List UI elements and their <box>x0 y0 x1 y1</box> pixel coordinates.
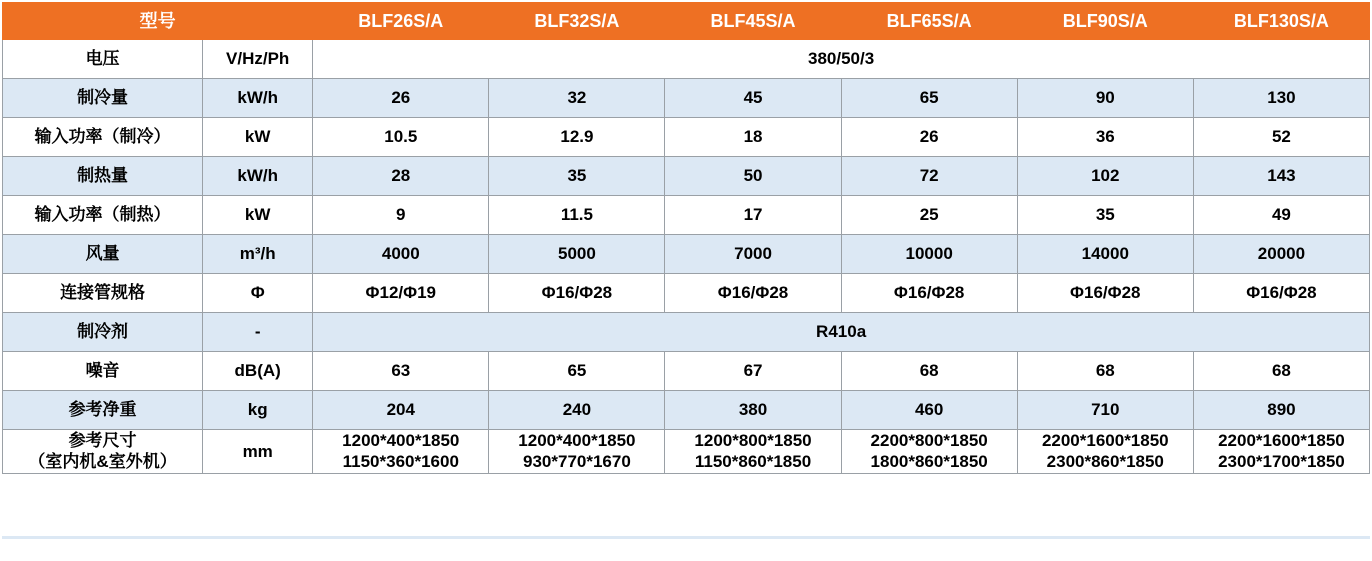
cell: 67 <box>665 352 841 391</box>
cell: 63 <box>313 352 489 391</box>
cell: Φ16/Φ28 <box>1017 274 1193 313</box>
dims-outdoor: 2300*1700*1850 <box>1218 452 1345 472</box>
cell: 10.5 <box>313 118 489 157</box>
cell: Φ12/Φ19 <box>313 274 489 313</box>
cell <box>1193 430 1369 474</box>
bottom-divider <box>2 536 1370 539</box>
cell: 460 <box>841 391 1017 430</box>
cell: 7000 <box>665 235 841 274</box>
row-label-voltage: 电压 <box>3 40 203 79</box>
header-model-4: BLF65S/A <box>841 3 1017 40</box>
row-value-voltage: 380/50/3 <box>313 40 1370 79</box>
table-row-air-volume <box>3 235 1370 274</box>
dims-indoor: 2200*1600*1850 <box>1218 431 1345 450</box>
header-model-3: BLF45S/A <box>665 3 841 40</box>
dims-outdoor: 1800*860*1850 <box>870 452 988 472</box>
cell: 14000 <box>1017 235 1193 274</box>
cell <box>313 430 489 474</box>
row-value-refrigerant: R410a <box>313 313 1370 352</box>
row-label-noise: 噪音 <box>3 352 203 391</box>
row-unit-heating-capacity: kW/h <box>203 157 313 196</box>
row-label-air-volume: 风量 <box>3 235 203 274</box>
cell: 18 <box>665 118 841 157</box>
cell: 65 <box>841 79 1017 118</box>
row-unit-noise: dB(A) <box>203 352 313 391</box>
cell: 50 <box>665 157 841 196</box>
table-row-noise <box>3 352 1370 391</box>
cell: 68 <box>1017 352 1193 391</box>
row-label-cooling-capacity: 制冷量 <box>3 79 203 118</box>
row-label-net-weight: 参考净重 <box>3 391 203 430</box>
table-row-cooling-capacity <box>3 79 1370 118</box>
row-label-heating-input-power: 输入功率（制热） <box>3 196 203 235</box>
cell: 204 <box>313 391 489 430</box>
cell: 68 <box>1193 352 1369 391</box>
dims-outdoor: 930*770*1670 <box>523 452 631 472</box>
cell: 130 <box>1193 79 1369 118</box>
row-unit-cooling-capacity: kW/h <box>203 79 313 118</box>
cell: 890 <box>1193 391 1369 430</box>
table-row-refrigerant <box>3 313 1370 352</box>
cell: 143 <box>1193 157 1369 196</box>
cell: Φ16/Φ28 <box>1193 274 1369 313</box>
cell: 72 <box>841 157 1017 196</box>
cell: 11.5 <box>489 196 665 235</box>
row-unit-dimensions: mm <box>203 430 313 474</box>
cell: 45 <box>665 79 841 118</box>
cell: 12.9 <box>489 118 665 157</box>
row-label-dimensions <box>3 430 203 474</box>
header-model-6: BLF130S/A <box>1193 3 1369 40</box>
dims-indoor: 1200*400*1850 <box>518 431 636 450</box>
cell: 10000 <box>841 235 1017 274</box>
cell: 4000 <box>313 235 489 274</box>
cell: 35 <box>489 157 665 196</box>
cell: Φ16/Φ28 <box>665 274 841 313</box>
cell: 49 <box>1193 196 1369 235</box>
header-model-1: BLF26S/A <box>313 3 489 40</box>
cell: 240 <box>489 391 665 430</box>
cell: 28 <box>313 157 489 196</box>
cell: 65 <box>489 352 665 391</box>
specification-table <box>2 2 1370 474</box>
row-label-dimensions-line1: 参考尺寸 <box>68 431 137 450</box>
table-row-heating-input-power <box>3 196 1370 235</box>
table-row-dimensions <box>3 430 1370 474</box>
row-unit-pipe-spec: Φ <box>203 274 313 313</box>
cell: 26 <box>841 118 1017 157</box>
row-unit-refrigerant: - <box>203 313 313 352</box>
cell: 52 <box>1193 118 1369 157</box>
table-row-pipe-spec <box>3 274 1370 313</box>
cell: 380 <box>665 391 841 430</box>
table-row-cooling-input-power <box>3 118 1370 157</box>
header-model-5: BLF90S/A <box>1017 3 1193 40</box>
table-row-voltage <box>3 40 1370 79</box>
cell: 710 <box>1017 391 1193 430</box>
cell: 17 <box>665 196 841 235</box>
cell: 9 <box>313 196 489 235</box>
row-unit-air-volume: m³/h <box>203 235 313 274</box>
row-unit-voltage: V/Hz/Ph <box>203 40 313 79</box>
cell <box>841 430 1017 474</box>
cell: 68 <box>841 352 1017 391</box>
cell: 32 <box>489 79 665 118</box>
table-header-row <box>3 3 1370 40</box>
row-label-cooling-input-power: 输入功率（制冷） <box>3 118 203 157</box>
cell <box>665 430 841 474</box>
row-label-pipe-spec: 连接管规格 <box>3 274 203 313</box>
cell: 20000 <box>1193 235 1369 274</box>
dims-indoor: 2200*1600*1850 <box>1041 431 1169 450</box>
dims-indoor: 1200*800*1850 <box>694 431 812 450</box>
cell: 36 <box>1017 118 1193 157</box>
cell: Φ16/Φ28 <box>841 274 1017 313</box>
cell: Φ16/Φ28 <box>489 274 665 313</box>
row-label-refrigerant: 制冷剂 <box>3 313 203 352</box>
row-label-dimensions-line2: （室内机&室外机） <box>28 452 177 472</box>
dims-indoor: 2200*800*1850 <box>870 431 988 450</box>
cell: 26 <box>313 79 489 118</box>
dims-outdoor: 2300*860*1850 <box>1046 452 1164 472</box>
cell <box>489 430 665 474</box>
row-unit-cooling-input-power: kW <box>203 118 313 157</box>
cell: 25 <box>841 196 1017 235</box>
cell: 102 <box>1017 157 1193 196</box>
dims-indoor: 1200*400*1850 <box>342 431 460 450</box>
header-model: 型号 <box>3 3 313 40</box>
cell: 35 <box>1017 196 1193 235</box>
row-unit-heating-input-power: kW <box>203 196 313 235</box>
dims-outdoor: 1150*360*1600 <box>342 452 459 472</box>
table-row-heating-capacity <box>3 157 1370 196</box>
row-unit-net-weight: kg <box>203 391 313 430</box>
row-label-heating-capacity: 制热量 <box>3 157 203 196</box>
table-row-net-weight <box>3 391 1370 430</box>
dims-outdoor: 1150*860*1850 <box>694 452 812 472</box>
cell: 90 <box>1017 79 1193 118</box>
cell <box>1017 430 1193 474</box>
cell: 5000 <box>489 235 665 274</box>
header-model-2: BLF32S/A <box>489 3 665 40</box>
